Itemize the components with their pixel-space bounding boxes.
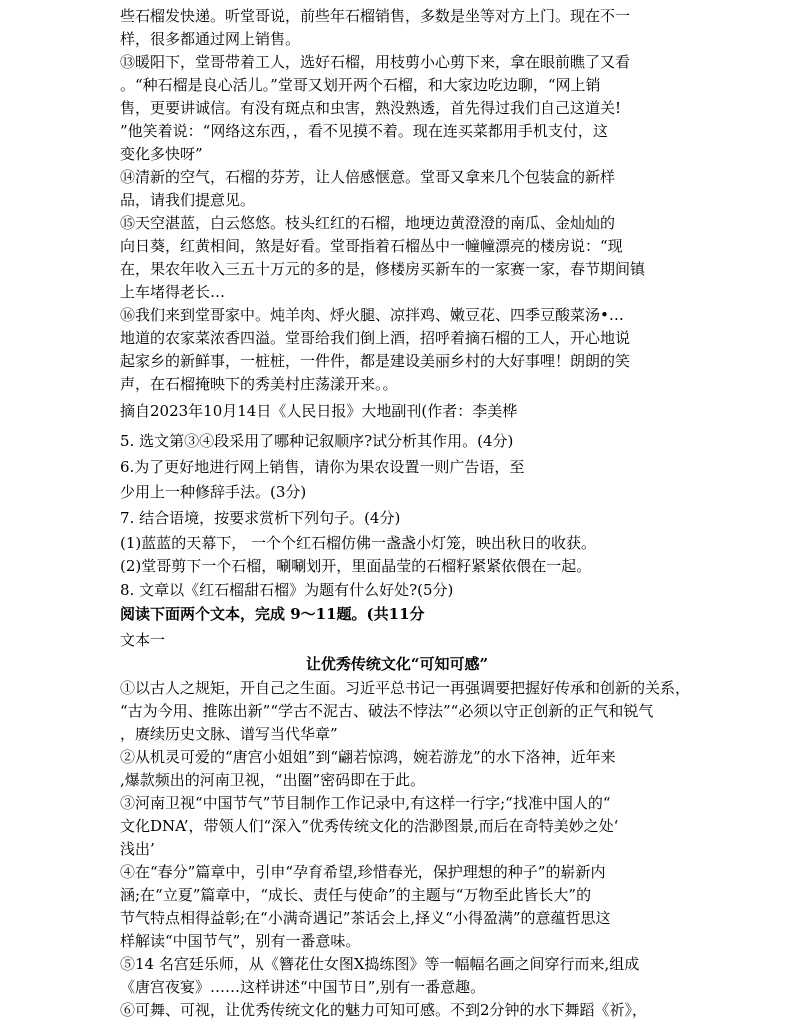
story-line: ⑭清新的空气，石榴的芬芳，让人倍感惬意。堂哥又拿来几个包装盒的新样 <box>120 168 616 186</box>
question-line: 8. 文章以《红石榴甜石榴》为题有什么好处?(5分) <box>120 581 454 599</box>
story-line: 。“种石榴是良心活儿。”堂哥又划开两个石榴，和大家边吃边聊，“网上销 <box>120 76 601 94</box>
story-line: 售，更要讲诚信。有没有斑点和虫害，熟没熟透，首先得过我们自己这道关! <box>120 99 622 117</box>
story-line: 地道的农家菜浓香四溢。堂哥给我们倒上酒，招呼着摘石榴的工人，开心地说 <box>120 329 631 347</box>
question-line: 5. 选文第③④段采用了哪种记叙顺序?试分析其作用。(4分) <box>120 432 514 450</box>
article-line: 涵;在“立夏”篇章中，“成长、责任与使命”的主题与“万物至此皆长大”的 <box>120 886 592 904</box>
article-line: ，赓续历史文脉、谱写当代华章” <box>120 725 338 743</box>
story-line: 上车堵得老长… <box>120 283 226 301</box>
story-line: 品，请我们提意见。 <box>120 191 256 209</box>
story-line: 向日葵，红黄相间，煞是好看。堂哥指着石榴丛中一幢幢漂亮的楼房说：“现 <box>120 237 623 255</box>
story-line: 些石榴发快递。听堂哥说，前些年石榴销售，多数是坐等对方上门。现在不一 <box>120 7 631 25</box>
story-line: 样，很多都通过网上销售。 <box>120 30 301 48</box>
article-line: ①以古人之规矩，开自己之生面。习近平总书记一再强调要把握好传承和创新的关系， <box>120 679 691 697</box>
story-line: ⑬暖阳下，堂哥带着工人，选好石榴，用枝剪小心剪下来，拿在眼前瞧了又看 <box>120 53 631 71</box>
article-line: ④在“春分”篇章中，引申“孕育希望,珍惜春光，保护理想的种子”的崭新内 <box>120 863 606 881</box>
article-line: 样解读“中国节气”，别有一番意味。 <box>120 932 361 950</box>
question-line: (2)堂哥剪下一个石榴，唰唰划开，里面晶莹的石榴籽紧紧依偎在一起。 <box>120 557 592 575</box>
question-line: 少用上一种修辞手法。(3分) <box>120 483 307 501</box>
section-heading: 阅读下面两个文本，完成 9～11题。(共11分 <box>120 605 425 623</box>
question-line: 6.为了更好地进行网上销售，请你为果农设置一则广告语，至 <box>120 458 525 476</box>
story-line: ”他笑着说：“网络这东西，，看不见摸不着。现在连买菜都用手机支付，这 <box>120 122 608 140</box>
source-note: 摘自2023年10月14日《人民日报》大地副刊(作者：李美桦 <box>120 402 518 420</box>
story-line: ⑯我们来到堂哥家中。炖羊肉、烀火腿、凉拌鸡、嫩豆花、四季豆酸菜汤•… <box>120 306 624 324</box>
article-line: ③河南卫视“中国节气”节目制作工作记录中,有这样一行字;“找准中国人的“ <box>120 794 611 812</box>
article-line: 《唐宫夜宴》……这样讲述“中国节日”,别有一番意趣。 <box>120 978 486 996</box>
article-title: 让优秀传统文化“可知可感” <box>305 655 489 673</box>
question-line: 7. 结合语境，按要求赏析下列句子。(4分) <box>120 509 401 527</box>
article-line: 浅出’ <box>120 840 155 858</box>
article-line: “古为今用、推陈出新”“学古不泥古、破法不悖法”“必须以守正创新的正气和锐气 <box>120 702 654 720</box>
story-line: 变化多快呀” <box>120 145 203 163</box>
article-line: ⑤14 名宫廷乐师，从《簪花仕女图X捣练图》等一幅幅名画之间穿行而来,组成 <box>120 955 640 973</box>
article-line: ⑥可舞、可视，让优秀传统文化的魅力可知可感。不到2分钟的水下舞蹈《祈》， <box>120 1001 648 1019</box>
story-line: 声，在石榴掩映下的秀美村庄荡漾开来。。 <box>120 375 398 393</box>
story-line: 起家乡的新鲜事，一桩桩，一件件，都是建设美丽乡村的大好事哩！朗朗的笑 <box>120 352 631 370</box>
article-line: ②从机灵可爱的“唐宫小姐姐”到“翩若惊鸿，婉若游龙”的水下洛神，近年来 <box>120 748 616 766</box>
article-line: 文化DNA’，带领人们“深入”优秀传统文化的浩渺图景,而后在奇特美妙之处‘ <box>120 817 619 835</box>
question-line: (1)蓝蓝的天幕下， 一个个红石榴仿佛一盏盏小灯笼，映出秋日的收获。 <box>120 534 597 552</box>
text-one-label: 文本一 <box>120 631 166 649</box>
article-line: ,爆款频出的河南卫视，“出圈”密码即在于此。 <box>120 771 426 789</box>
article-line: 节气特点相得益彰;在“小满奇遇记”茶话会上,择义“小得盈满”的意蕴哲思这 <box>120 909 611 927</box>
story-line: 在，果农年收入三五十万元的多的是，修楼房买新车的一家赛一家，春节期间镇 <box>120 260 646 278</box>
story-line: ⑮天空湛蓝，白云悠悠。枝头红红的石榴，地埂边黄澄澄的南瓜、金灿灿的 <box>120 214 616 232</box>
